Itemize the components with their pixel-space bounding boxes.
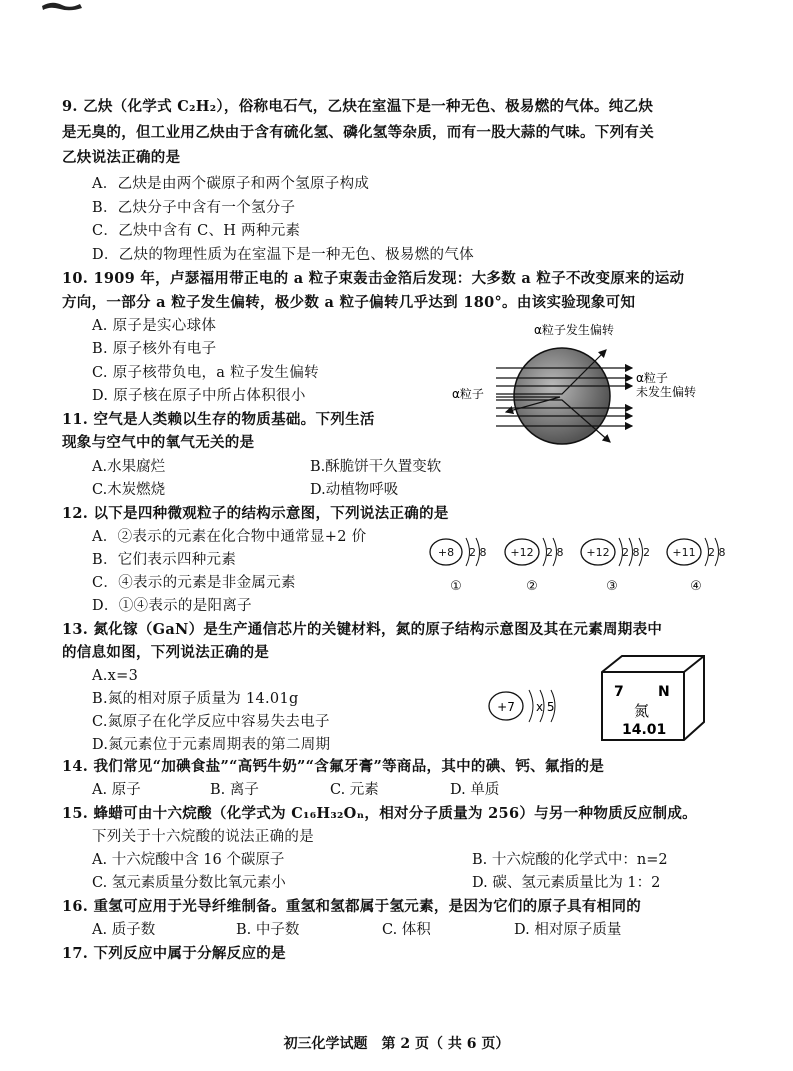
q14-option-b: B. 离子 [210,782,259,798]
q11-option-d: D.动植物呼吸 [310,482,399,498]
atomic-mass: 14.01 [622,722,667,738]
q14-option-a: A. 原子 [92,782,141,798]
q9-stem-line: 是无臭的，但工业用乙炔由于含有硫化氢、磷化氢等杂质，而有一股大蒜的气味。下列有关 [62,124,654,141]
q11-option-c: C.木炭燃烧 [92,482,166,498]
nucleus-label: +11 [672,546,696,559]
q15-option-b: B. 十六烷酸的化学式中：n=2 [472,852,668,868]
q14-option-c: C. 元素 [330,782,379,798]
q13-option-d: D.氮元素位于元素周期表的第二周期 [92,737,331,753]
q17-stem: 17. 下列反应中属于分解反应的是 [62,945,286,962]
q12-option-d: D．①④表示的是阳离子 [92,598,252,614]
q14-stem: 14. 我们常见“加碘食盐”“高钙牛奶”“含氟牙膏”等商品，其中的碘、钙、氟指的是 [62,758,605,775]
q9-option-a: A．乙炔是由两个碳原子和两个氢原子构成 [92,176,370,192]
q11-option-b: B.酥脆饼干久置变软 [310,459,442,475]
q15-option-d: D. 碳、氢元素质量比为 1：2 [472,875,661,891]
q10-option-b: B. 原子核外有电子 [92,341,217,357]
shell-electrons: 2 8 [546,546,564,559]
page-footer: 初三化学试题 第 2 页（ 共 6 页） [283,1036,510,1052]
q12-stem: 12. 以下是四种微观粒子的结构示意图，下列说法正确的是 [62,505,449,522]
label-alpha-particle: α粒子 [452,387,484,401]
q12-option-b: B．它们表示四种元素 [92,552,237,568]
q13-option-b: B.氮的相对原子质量为 14.01g [92,691,299,707]
q13-stem-line: 的信息如图，下列说法正确的是 [62,644,270,661]
diagram-number: ③ [606,579,618,594]
q14-option-d: D. 单质 [450,782,500,798]
q11-stem-line: 11. 空气是人类赖以生存的物质基础。下列生活 [62,411,375,428]
q10-option-d: D. 原子核在原子中所占体积很小 [92,388,306,404]
svg-text:x 5: x 5 [536,700,555,714]
label-undeflected-2: 未发生偏转 [636,385,697,399]
svg-text:+7: +7 [497,700,515,714]
q15-stem-line: 15. 蜂蜡可由十六烷酸（化学式为 C₁₆H₃₂Oₙ，相对分子质量为 256）与另一种物质反应制成。 [62,805,697,822]
element-symbol: N [658,684,670,700]
shell-electrons: 2 8 [708,546,726,559]
q15-option-a: A. 十六烷酸中含 16 个碳原子 [92,852,285,868]
nucleus-label: +8 [437,546,455,559]
scan-mark [40,0,84,14]
q9-option-b: B．乙炔分子中含有一个氢分子 [92,200,296,216]
q9-stem-line: 9. 乙炔（化学式 C₂H₂），俗称电石气，乙炔在室温下是一种无色、极易燃的气体。纯乙炔 [62,98,654,115]
diagram-number: ④ [690,579,702,594]
atom-diagram-4 [667,538,726,594]
q10-stem-line: 方向，一部分 a 粒子发生偏转，极少数 a 粒子偏转几乎达到 180°。由该实验现象可知 [62,294,636,311]
q15-stem-line: 下列关于十六烷酸的说法正确的是 [92,829,314,845]
q16-stem: 16. 重氢可应用于光导纤维制备。重氢和氢都属于氢元素，是因为它们的原子具有相同的 [62,898,642,915]
atomic-number: 7 [614,684,624,700]
q13-option-c: C.氮原子在化学反应中容易失去电子 [92,714,330,730]
q13-option-a: A.x=3 [92,668,139,684]
q16-option-d: D. 相对原子质量 [514,922,622,938]
nitrogen-atom-diagram [484,684,574,730]
q11-option-a: A.水果腐烂 [92,459,166,475]
q16-option-a: A. 质子数 [92,922,156,938]
q10-option-a: A. 原子是实心球体 [92,318,217,334]
q12-option-a: A．②表示的元素在化合物中通常显+2 价 [92,529,367,545]
shell-electrons: 2 8 [469,546,487,559]
periodic-table-cell [598,652,708,744]
q9-stem-line: 乙炔说法正确的是 [62,149,181,166]
shell-electrons: 2 8 2 [622,546,650,559]
nucleus-label: +12 [510,546,534,559]
nucleus-label: +12 [586,546,610,559]
atom-diagram-3 [581,538,650,594]
atom-structure-diagrams [428,530,728,598]
q9-option-c: C．乙炔中含有 C、H 两种元素 [92,223,301,239]
atom-diagram-1 [430,538,487,594]
diagram-number: ② [526,579,538,594]
q10-stem-line: 10. 1909 年，卢瑟福用带正电的 a 粒子束轰击金箔后发现：大多数 a 粒子不改变原来的运动 [62,270,685,287]
q12-option-c: C．④表示的元素是非金属元素 [92,575,296,591]
label-undeflected-1: α粒子 [636,371,668,385]
q15-option-c: C. 氢元素质量分数比氧元素小 [92,875,286,891]
q10-option-c: C. 原子核带负电，a 粒子发生偏转 [92,365,319,381]
atom-diagram-2 [505,538,564,594]
rutherford-scattering-figure [450,316,697,456]
q16-option-c: C. 体积 [382,922,431,938]
q16-option-b: B. 中子数 [236,922,300,938]
q13-stem-line: 13. 氮化镓（GaN）是生产通信芯片的关键材料，氮的原子结构示意图及其在元素周期表中 [62,621,663,638]
element-name: 氮 [634,702,650,720]
q9-option-d: D．乙炔的物理性质为在室温下是一种无色、极易燃的气体 [92,247,474,263]
q11-stem-line: 现象与空气中的氧气无关的是 [62,434,255,451]
label-deflected: α粒子发生偏转 [534,323,614,337]
diagram-number: ① [450,579,462,594]
